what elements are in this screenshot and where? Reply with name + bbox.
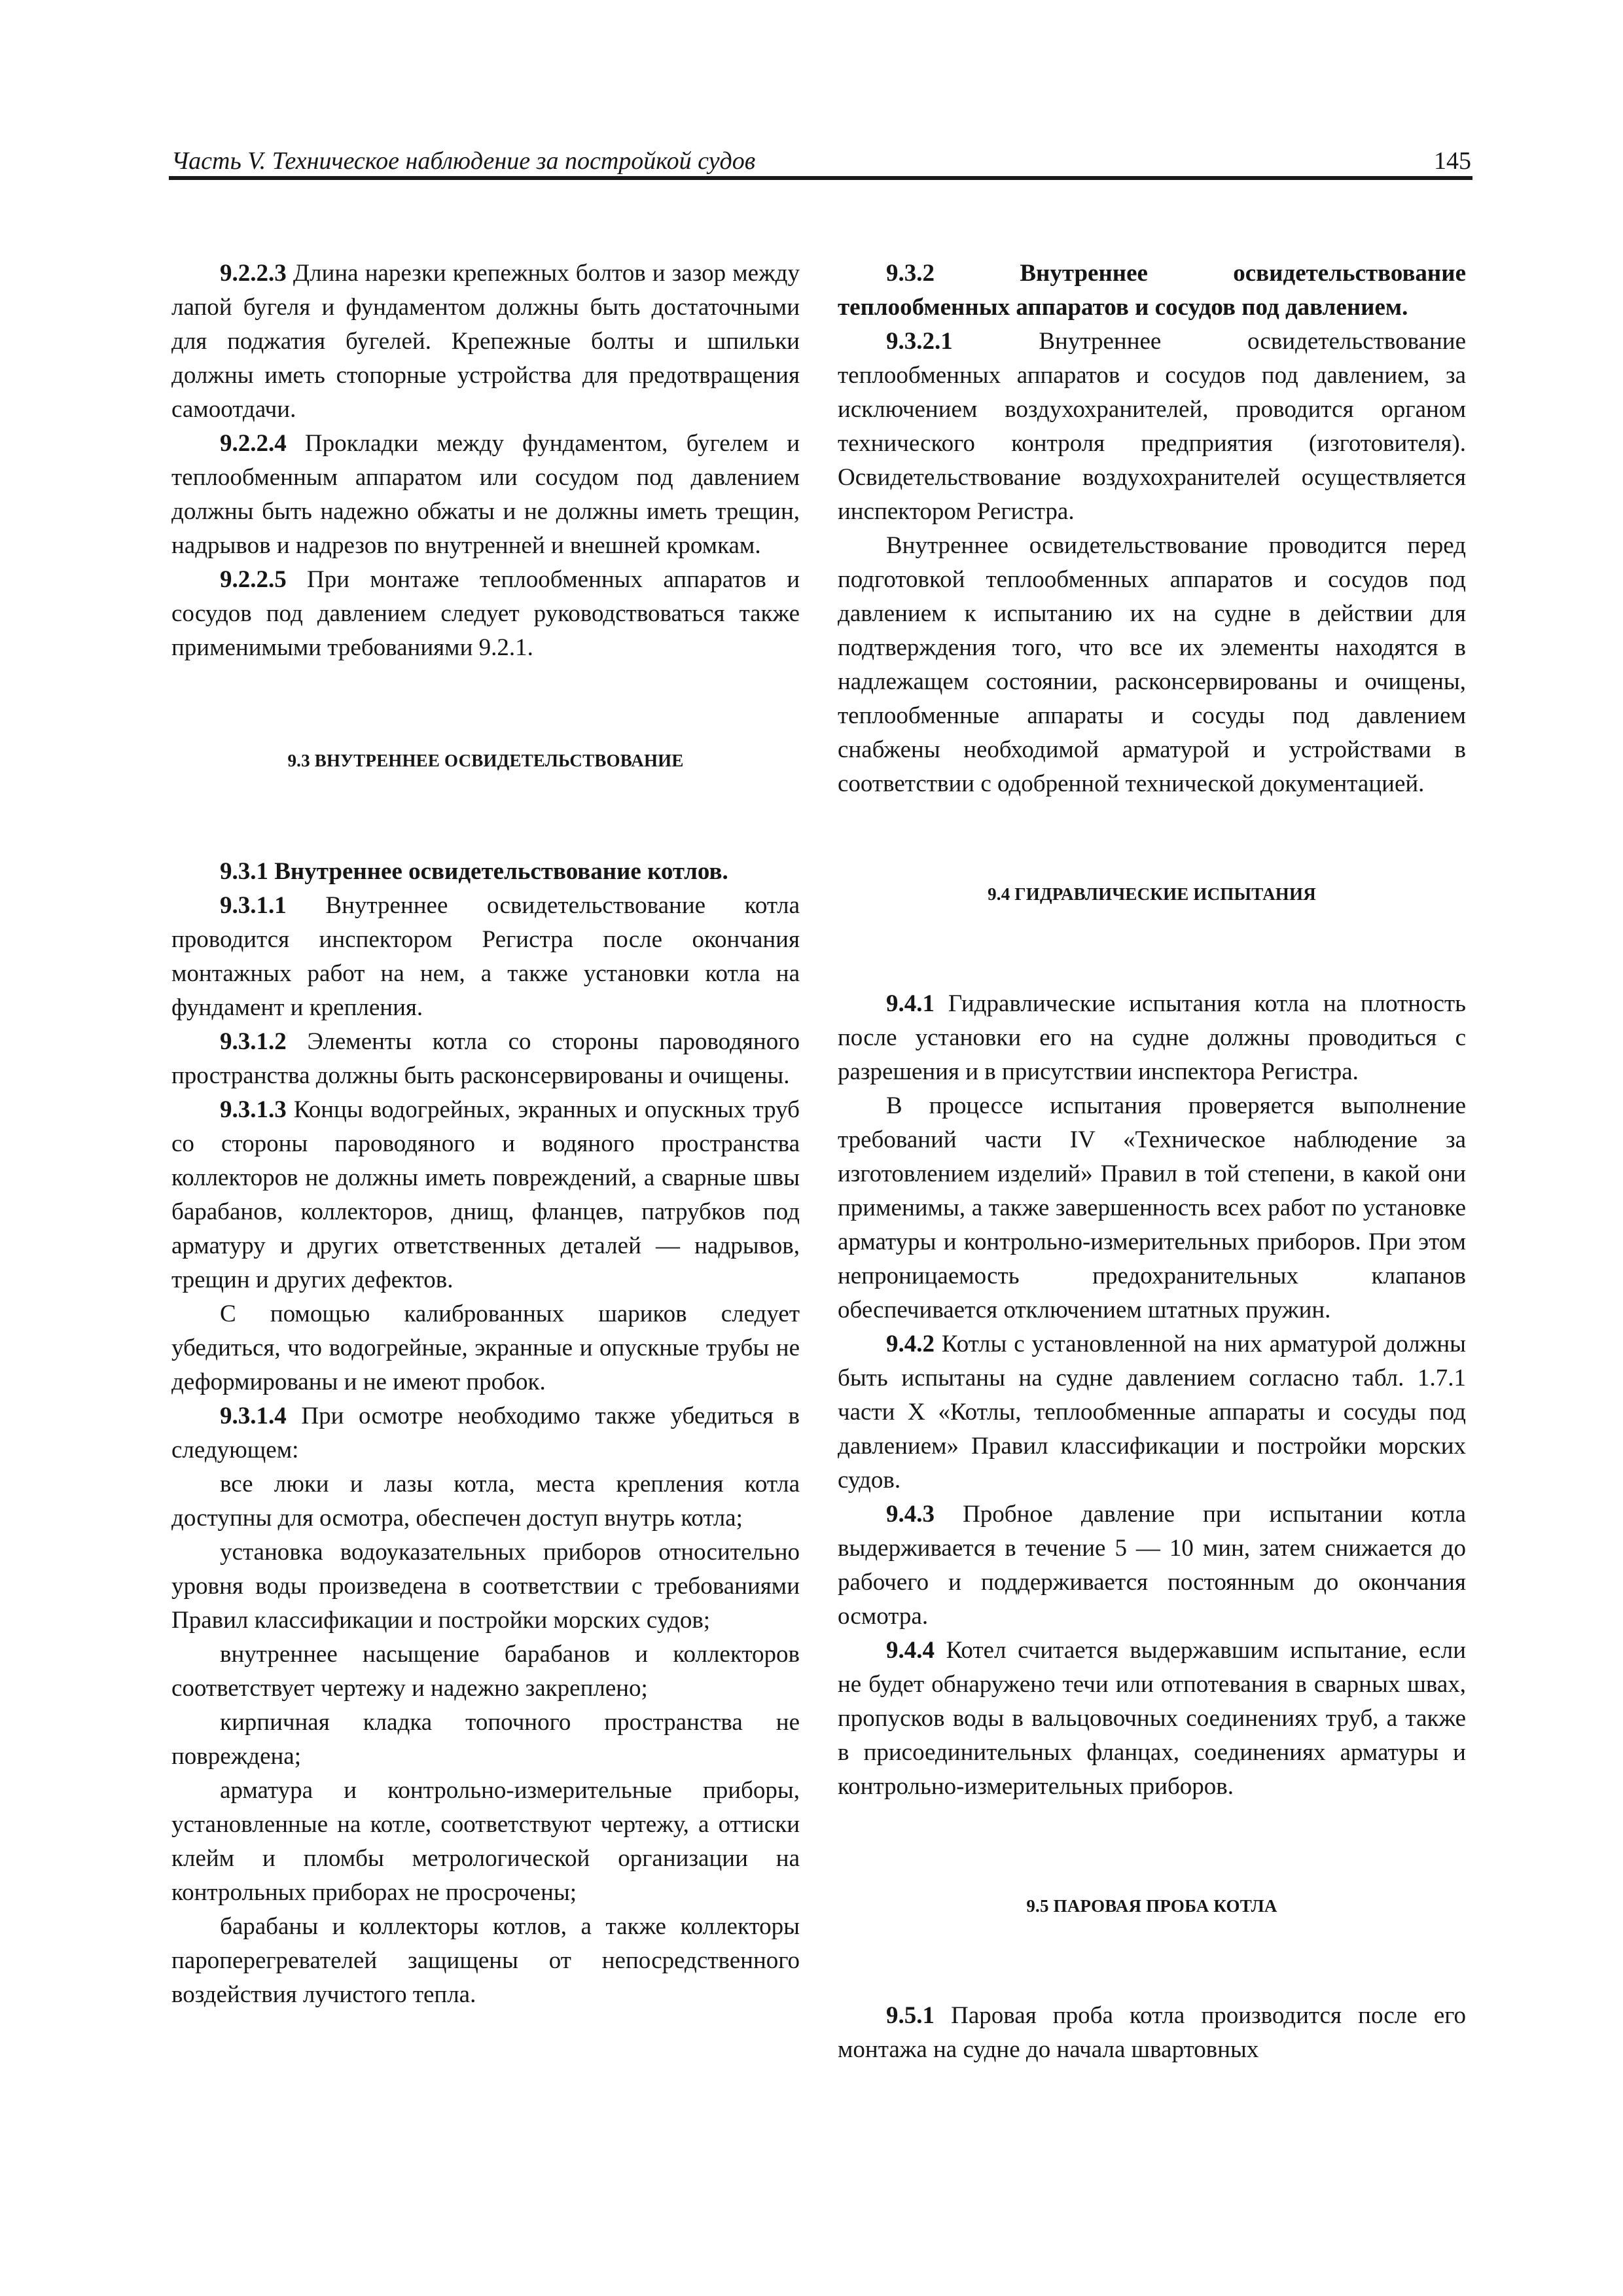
subheading-9-3-2 — [838, 257, 1466, 325]
paragraph-text: Прокладки между фундаментом, бугелем и теплообменным аппаратом или сосудом под давлением должны быть надежно обжаты и не должны иметь трещин, надрывов и надрезов по внутренней и внешней кромкам. — [171, 430, 800, 559]
section-heading-9-4: 9.4 ГИДРАВЛИЧЕСКИЕ ИСПЫТАНИЯ — [988, 884, 1316, 904]
section-heading-9-3: 9.3 ВНУТРЕННЕЕ ОСВИДЕТЕЛЬСТВОВАНИЕ — [287, 751, 684, 770]
clause-number: 9.4.1 — [886, 990, 935, 1017]
clause-number: 9.3.1.1 — [220, 892, 287, 919]
page-number: 145 — [1434, 147, 1471, 175]
paragraph-text: При монтаже теплообменных аппаратов и сосудов под давлением следует руководствоваться также применимыми требованиями 9.2.1. — [171, 566, 800, 661]
clause-number: 9.2.2.4 — [220, 430, 287, 457]
paragraph-text: Концы водогрейных, экранных и опускных труб со стороны пароводяного и водяного пространства коллекторов не должны иметь повреждений, а сварные швы барабанов, коллекторов, днищ, фланцев, патрубков под арматуру и других ответственных деталей — надрывов, трещин и других дефектов. — [171, 1096, 800, 1293]
paragraph-text: Паровая проба котла производится после его монтажа на судне до начала швартовных — [838, 2002, 1466, 2063]
page-header — [171, 145, 1471, 177]
clause-number: 9.3.2.1 — [886, 328, 953, 355]
paragraph-9-2-2-3 — [171, 257, 800, 427]
paragraph-9-4-3 — [838, 1498, 1466, 1634]
clause-number: 9.5.1 — [886, 2002, 935, 2029]
clause-number: 9.3.1.3 — [220, 1096, 287, 1123]
paragraph-9-4-2 — [838, 1327, 1466, 1498]
paragraph-text: Внутреннее освидетельствование теплообменных аппаратов и сосудов под давлением, за исключением воздухохранителей, проводится органом технического контроля предприятия (изготовителя). Освидетельствование воздухохранителей осуществляется инспектором Регистра. — [838, 328, 1466, 525]
clause-number: 9.2.2.3 — [220, 260, 287, 287]
clause-number: 9.4.2 — [886, 1331, 935, 1357]
paragraph-calibrated-balls: С помощью калиброванных шариков следует убедиться, что водогрейные, экранные и опускные трубы не деформированы и не имеют пробок. — [171, 1300, 800, 1395]
left-column — [171, 257, 800, 2012]
clause-number: 9.3.1 — [220, 858, 268, 885]
paragraph-9-3-1-4 — [171, 1399, 800, 1467]
list-item: все люки и лазы котла, места крепления котла доступны для осмотра, обеспечен доступ внутрь котла; — [171, 1471, 800, 1532]
list-item: установка водоуказательных приборов относительно уровня воды произведена в соответствии с требованиями Правил классификации и постройки морских судов; — [171, 1539, 800, 1634]
paragraph-9-3-2-1 — [838, 325, 1466, 529]
paragraph-text: Котел считается выдержавшим испытание, если не будет обнаружено течи или отпотевания в сварных швах, пропусков воды в вальцовочных соединениях труб, а также в присоединительных фланцах, соединениях арматуры и контрольно-измерительных приборов. — [838, 1637, 1466, 1800]
right-column — [838, 257, 1466, 2067]
running-title: Часть V. Техническое наблюдение за постройкой судов — [171, 147, 756, 175]
clause-number: 9.3.1.4 — [220, 1403, 287, 1429]
header-rule — [169, 176, 1472, 180]
paragraph-9-3-1-1 — [171, 889, 800, 1025]
paragraph-9-4-1 — [838, 987, 1466, 1089]
list-item: барабаны и коллекторы котлов, а также коллекторы пароперегревателей защищены от непосредственного воздействия лучистого тепла. — [171, 1913, 800, 2008]
paragraph-text: Гидравлические испытания котла на плотность после установки его на судне должны проводиться с разрешения и в присутствии инспектора Регистра. — [838, 990, 1466, 1085]
paragraph-9-5-1 — [838, 1999, 1466, 2067]
clause-number: 9.4.4 — [886, 1637, 935, 1664]
paragraph-text: При осмотре необходимо также убедиться в следующем: — [171, 1403, 800, 1463]
paragraph-text: Внутреннее освидетельствование котла проводится инспектором Регистра после окончания монтажных работ на нем, а также установки котла на фундамент и крепления. — [171, 892, 800, 1021]
paragraph-9-3-1-2 — [171, 1025, 800, 1093]
paragraph-text: Пробное давление при испытании котла выдерживается в течение 5 — 10 мин, затем снижается до рабочего и поддерживается постоянным до окончания осмотра. — [838, 1501, 1466, 1630]
paragraph-9-2-2-4 — [171, 427, 800, 563]
subheading-text: Внутреннее освидетельствование котлов. — [268, 858, 728, 885]
subheading-9-3-1 — [171, 855, 800, 889]
section-heading-9-5: 9.5 ПАРОВАЯ ПРОБА КОТЛА — [1026, 1896, 1277, 1916]
paragraph-9-2-2-5 — [171, 563, 800, 665]
list-item: внутреннее насыщение барабанов и коллекторов соответствует чертежу и надежно закреплено; — [171, 1641, 800, 1702]
clause-number: 9.3.1.2 — [220, 1028, 287, 1055]
paragraph-9-4-4 — [838, 1634, 1466, 1804]
clause-number: 9.2.2.5 — [220, 566, 287, 593]
list-item: арматура и контрольно-измерительные приборы, установленные на котле, соответствуют чертежу, а оттиски клейм и пломбы метрологической организации на контрольных приборах не просрочены; — [171, 1777, 800, 1906]
paragraph-text: Котлы с установленной на них арматурой должны быть испытаны на судне давлением согласно табл. 1.7.1 части X «Котлы, теплообменные аппараты и сосуды под давлением» Правил классификации и постройки морских судов. — [838, 1331, 1466, 1494]
clause-number: 9.4.3 — [886, 1501, 935, 1528]
subheading-text: Внутреннее освидетельствование теплообменных аппаратов и сосудов под давлением. — [838, 260, 1466, 321]
paragraph-9-3-1-3 — [171, 1093, 800, 1297]
paragraph-test-process: В процессе испытания проверяется выполнение требований части IV «Техническое наблюдение за изготовлением изделий» Правил в той степени, в какой они применимы, а также завершенность всех работ по установке арматуры и контрольно-измерительных приборов. При этом непроницаемость предохранительных клапанов обеспечивается отключением штатных пружин. — [838, 1092, 1466, 1323]
paragraph-text: Длина нарезки крепежных болтов и зазор между лапой бугеля и фундаментом должны быть достаточными для поджатия бугелей. Крепежные болты и шпильки должны иметь стопорные устройства для предотвращения самоотдачи. — [171, 260, 800, 423]
clause-number: 9.3.2 — [886, 260, 935, 287]
paragraph-text: Элементы котла со стороны пароводяного пространства должны быть расконсервированы и очищены. — [171, 1028, 800, 1089]
list-item: кирпичная кладка топочного пространства не повреждена; — [171, 1709, 800, 1770]
paragraph-internal-survey: Внутреннее освидетельствование проводится перед подготовкой теплообменных аппаратов и сосудов под давлением к испытанию их на судне в действии для подтверждения того, что все их элементы находятся в надлежащем состоянии, расконсервированы и очищены, теплообменные аппараты и сосуды под давлением снабжены необходимой арматурой и устройствами в соответствии с одобренной технической документацией. — [838, 532, 1466, 797]
